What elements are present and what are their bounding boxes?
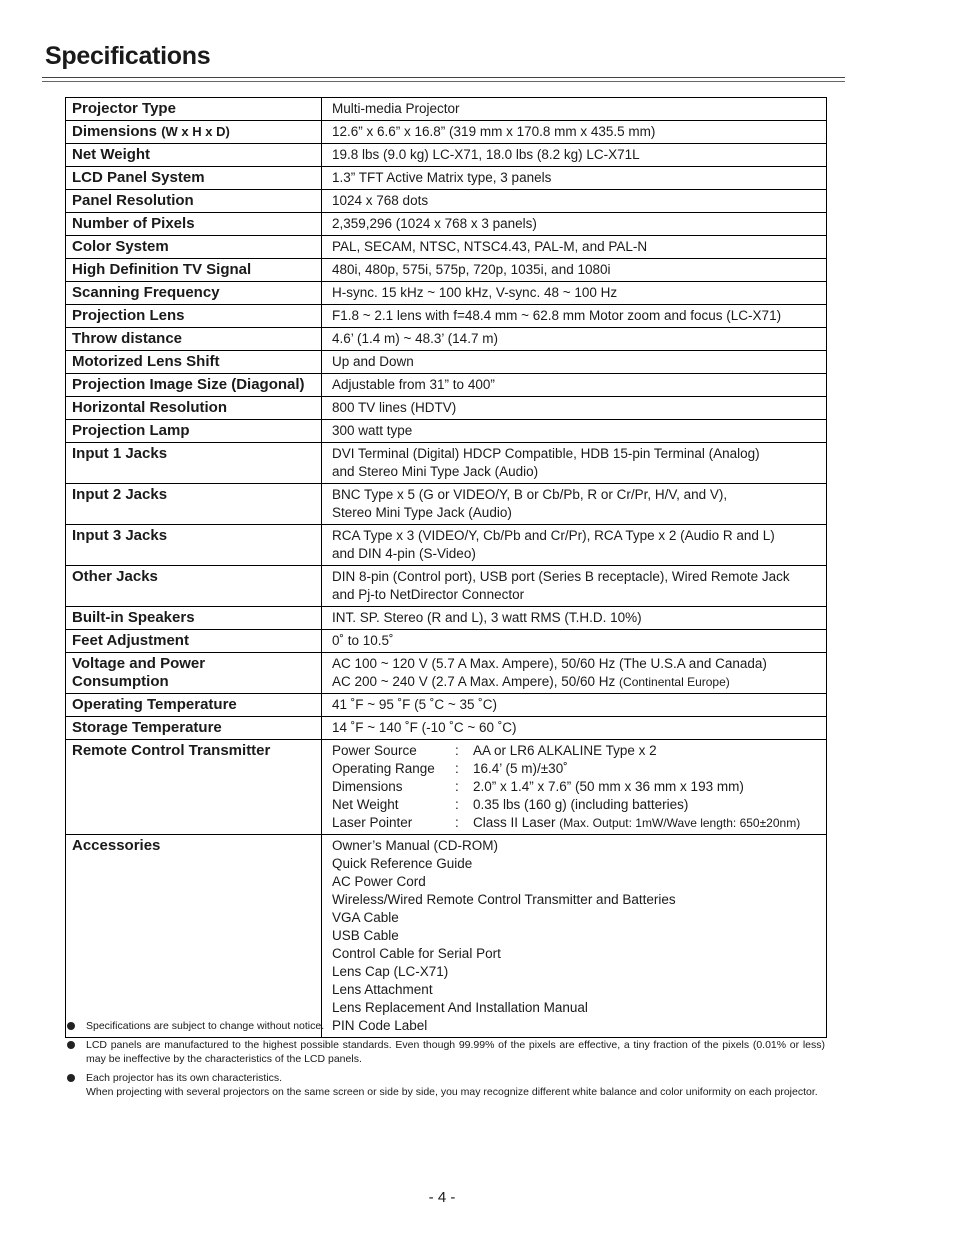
- remote-spec-value: [473, 814, 816, 832]
- spec-value-line: [332, 527, 816, 545]
- spec-value-text: 41 ˚F ~ 95 ˚F (5 ˚C ~ 35 ˚C): [332, 697, 498, 712]
- spec-row: [66, 213, 827, 236]
- spec-row: [66, 525, 827, 566]
- spec-value: [322, 213, 827, 236]
- spec-value-line: [332, 719, 816, 737]
- spec-value: [322, 630, 827, 653]
- spec-label: [66, 740, 322, 835]
- spec-value: [322, 484, 827, 525]
- spec-label: [66, 443, 322, 484]
- spec-label-line: [72, 632, 315, 650]
- remote-spec-value-small: (Max. Output: 1mW/Wave length: 650±20nm): [559, 816, 801, 830]
- remote-spec-line: [332, 814, 816, 832]
- spec-label-text: Projector Type: [72, 100, 176, 117]
- spec-value-text: 1.3” TFT Active Matrix type, 3 panels: [332, 170, 552, 185]
- spec-value-text: PAL, SECAM, NTSC, NTSC4.43, PAL-M, and PAL-N: [332, 239, 648, 254]
- accessory-item: USB Cable: [332, 928, 399, 943]
- spec-row: [66, 121, 827, 144]
- remote-spec-line: [332, 796, 816, 814]
- spec-label: [66, 525, 322, 566]
- spec-value-text: Multi-media Projector: [332, 101, 460, 116]
- spec-label-line: [72, 527, 315, 545]
- spec-value: [322, 420, 827, 443]
- spec-value-text: Stereo Mini Type Jack (Audio): [332, 505, 512, 520]
- title-rule-thick: [42, 77, 845, 78]
- spec-label-line: [72, 353, 315, 371]
- page-title: Specifications: [45, 42, 211, 70]
- spec-row: [66, 190, 827, 213]
- spec-value-line: [332, 261, 816, 279]
- accessory-item: PIN Code Label: [332, 1018, 428, 1033]
- spec-value-text: DIN 8-pin (Control port), USB port (Series B receptacle), Wired Remote Jack: [332, 569, 790, 584]
- spec-row-accessories: [66, 835, 827, 1038]
- spec-value-text: 300 watt type: [332, 423, 413, 438]
- spec-row: [66, 351, 827, 374]
- spec-value: [322, 607, 827, 630]
- spec-label: [66, 167, 322, 190]
- spec-label: [66, 630, 322, 653]
- spec-label-text: Scanning Frequency: [72, 284, 220, 301]
- spec-label-line: [72, 486, 315, 504]
- spec-row: [66, 717, 827, 740]
- spec-label-text: Motorized Lens Shift: [72, 353, 220, 370]
- spec-value-text: 2,359,296 (1024 x 768 x 3 panels): [332, 216, 537, 231]
- remote-spec-name: Operating Range: [332, 761, 435, 776]
- spec-label-text: Projection Image Size (Diagonal): [72, 376, 305, 393]
- spec-value: [322, 835, 827, 1038]
- spec-value-line: [332, 169, 816, 187]
- spec-label-line: [72, 192, 315, 210]
- spec-row: [66, 144, 827, 167]
- spec-value-line: [332, 696, 816, 714]
- spec-label-text: Projection Lens: [72, 307, 185, 324]
- page-number: - 4 -: [428, 1189, 456, 1206]
- remote-spec-value-text: 2.0” x 1.4” x 7.6” (50 mm x 36 mm x 193 mm): [473, 779, 744, 794]
- remote-spec-line: [332, 778, 816, 796]
- remote-spec-value: [473, 742, 816, 760]
- spec-label-line: [72, 376, 315, 394]
- spec-value-line: [332, 238, 816, 256]
- spec-label-text: Throw distance: [72, 330, 183, 347]
- spec-label-line: [72, 609, 315, 627]
- spec-label-text: Net Weight: [72, 146, 151, 163]
- spec-value-text: BNC Type x 5 (G or VIDEO/Y, B or Cb/Pb, R or Cr/Pr, H/V, and V),: [332, 487, 728, 502]
- spec-value-text: H-sync. 15 kHz ~ 100 kHz, V-sync. 48 ~ 100 Hz: [332, 285, 618, 300]
- spec-value-line: [332, 422, 816, 440]
- spec-value-text: 4.6’ (1.4 m) ~ 48.3’ (14.7 m): [332, 331, 498, 346]
- spec-value: [322, 397, 827, 420]
- spec-label-small: (W x H x D): [161, 124, 230, 139]
- spec-value-line: [332, 284, 816, 302]
- spec-value-line: [332, 376, 816, 394]
- spec-value-text: and Pj-to NetDirector Connector: [332, 587, 525, 602]
- spec-value-line: [332, 545, 816, 563]
- spec-value-line: [332, 330, 816, 348]
- spec-label-line: [72, 568, 315, 586]
- spec-value-text: Adjustable from 31” to 400”: [332, 377, 495, 392]
- spec-label-text: Horizontal Resolution: [72, 399, 227, 416]
- spec-label-line: [72, 445, 315, 463]
- spec-value-text: and DIN 4-pin (S-Video): [332, 546, 476, 561]
- remote-spec-value: [473, 760, 816, 778]
- spec-value: [322, 328, 827, 351]
- spec-label: [66, 259, 322, 282]
- notes-list: [67, 1019, 825, 1104]
- spec-row: [66, 607, 827, 630]
- accessory-item: AC Power Cord: [332, 874, 426, 889]
- remote-spec-value-text: Class II Laser: [473, 815, 560, 830]
- spec-value-line: [332, 632, 816, 650]
- spec-value-text: Up and Down: [332, 354, 414, 369]
- accessory-item: Control Cable for Serial Port: [332, 946, 501, 961]
- spec-label: [66, 717, 322, 740]
- spec-label: [66, 305, 322, 328]
- remote-spec-name: Laser Pointer: [332, 815, 413, 830]
- note-item: [67, 1019, 825, 1033]
- spec-label-text: Input 2 Jacks: [72, 486, 168, 503]
- spec-value: [322, 282, 827, 305]
- spec-value-text: RCA Type x 3 (VIDEO/Y, Cb/Pb and Cr/Pr), RCA Type x 2 (Audio R and L): [332, 528, 775, 543]
- spec-label-line: [72, 123, 315, 141]
- spec-value: [322, 144, 827, 167]
- spec-label-line: [72, 696, 315, 714]
- bullet-icon: [67, 1022, 75, 1030]
- spec-label: [66, 144, 322, 167]
- note-text: When projecting with several projectors on the same screen or side by side, you may recognize different white balance and color uniformity on each projector.: [86, 1086, 818, 1098]
- accessory-item: Lens Cap (LC-X71): [332, 964, 449, 979]
- spec-label: [66, 566, 322, 607]
- note-text: Each projector has its own characteristics.: [86, 1072, 283, 1084]
- spec-label: [66, 121, 322, 144]
- spec-label-line: [72, 215, 315, 233]
- spec-value-line: [332, 123, 816, 141]
- spec-row: [66, 566, 827, 607]
- specifications-table-body: [66, 98, 827, 1038]
- spec-row: [66, 630, 827, 653]
- remote-spec-value: [473, 796, 816, 814]
- accessory-item: Wireless/Wired Remote Control Transmitter and Batteries: [332, 892, 676, 907]
- spec-label-line: Voltage and Power: [72, 655, 206, 672]
- spec-row: [66, 259, 827, 282]
- spec-label-text: Input 3 Jacks: [72, 527, 168, 544]
- spec-label-line: [72, 169, 315, 187]
- accessory-item: VGA Cable: [332, 910, 399, 925]
- remote-spec-value-text: 16.4’ (5 m)/±30˚: [473, 761, 568, 776]
- spec-row: [66, 98, 827, 121]
- spec-value-text: AC 200 ~ 240 V (2.7 A Max. Ampere), 50/60 Hz: [332, 674, 620, 689]
- spec-row: [66, 328, 827, 351]
- spec-label: [66, 374, 322, 397]
- accessory-item: Owner’s Manual (CD-ROM): [332, 838, 499, 853]
- spec-value-line: [332, 673, 816, 691]
- spec-value: [322, 98, 827, 121]
- spec-value-line: [332, 504, 816, 522]
- remote-spec-separator: :: [455, 743, 459, 758]
- spec-row: [66, 694, 827, 717]
- spec-value-small: (Continental Europe): [619, 675, 730, 689]
- spec-value-line: [332, 486, 816, 504]
- spec-label-line: [72, 307, 315, 325]
- spec-value: [322, 236, 827, 259]
- spec-row: [66, 420, 827, 443]
- spec-value: [322, 694, 827, 717]
- spec-value-text: 12.6” x 6.6” x 16.8” (319 mm x 170.8 mm x 435.5 mm): [332, 124, 656, 139]
- spec-label: [66, 282, 322, 305]
- spec-label-line: [72, 284, 315, 302]
- spec-value-line: [332, 192, 816, 210]
- spec-label-line: [72, 719, 315, 737]
- spec-value-line: [332, 353, 816, 371]
- spec-row: [66, 374, 827, 397]
- spec-value-text: DVI Terminal (Digital) HDCP Compatible, HDB 15-pin Terminal (Analog): [332, 446, 760, 461]
- spec-label-text: Dimensions: [72, 123, 158, 140]
- remote-spec-name: Net Weight: [332, 797, 399, 812]
- spec-value: [322, 259, 827, 282]
- spec-label-line: [72, 399, 315, 417]
- remote-spec-line: [332, 760, 816, 778]
- spec-label-text: Color System: [72, 238, 169, 255]
- spec-value-line: [332, 215, 816, 233]
- spec-row: [66, 167, 827, 190]
- spec-label-text: Feet Adjustment: [72, 632, 189, 649]
- remote-spec-separator: :: [455, 815, 459, 830]
- spec-value: [322, 717, 827, 740]
- specifications-table: [65, 97, 827, 1038]
- spec-label: [66, 835, 322, 1038]
- title-rule-thin: [42, 81, 845, 82]
- spec-value-line: [332, 100, 816, 118]
- spec-label: [66, 351, 322, 374]
- remote-spec-value-text: 0.35 lbs (160 g) (including batteries): [473, 797, 689, 812]
- spec-value-text: 19.8 lbs (9.0 kg) LC-X71, 18.0 lbs (8.2 kg) LC-X71L: [332, 147, 640, 162]
- spec-value-line: [332, 146, 816, 164]
- spec-value-text: 14 ˚F ~ 140 ˚F (-10 ˚C ~ 60 ˚C): [332, 720, 517, 735]
- spec-value: [322, 305, 827, 328]
- spec-label-text: Operating Temperature: [72, 696, 237, 713]
- spec-label: [66, 653, 322, 694]
- note-item: [67, 1071, 825, 1099]
- accessory-item: Lens Replacement And Installation Manual: [332, 1000, 588, 1015]
- spec-label: [66, 397, 322, 420]
- remote-spec-line: [332, 742, 816, 760]
- spec-row: [66, 484, 827, 525]
- spec-value: [322, 167, 827, 190]
- note-text: LCD panels are manufactured to the highest possible standards. Even though 99.99% of the pixels are effective, a tiny fraction of the pixels (0.01% or less) may be ineffective by the characteristics of the LCD panels.: [86, 1039, 825, 1065]
- spec-label: [66, 236, 322, 259]
- remote-spec-separator: :: [455, 797, 459, 812]
- spec-row: [66, 236, 827, 259]
- spec-value: [322, 740, 827, 835]
- spec-label: [66, 607, 322, 630]
- spec-value: [322, 190, 827, 213]
- spec-label-text: LCD Panel System: [72, 169, 205, 186]
- spec-value-line: [332, 655, 816, 673]
- note-text: Specifications are subject to change without notice.: [86, 1020, 325, 1032]
- spec-value-line: [332, 399, 816, 417]
- spec-value-text: INT. SP. Stereo (R and L), 3 watt RMS (T.H.D. 10%): [332, 610, 642, 625]
- spec-label-text: Built-in Speakers: [72, 609, 195, 626]
- spec-value: [322, 121, 827, 144]
- spec-label: [66, 484, 322, 525]
- spec-label-line: Consumption: [72, 673, 169, 690]
- spec-label: [66, 694, 322, 717]
- spec-label-text: Panel Resolution: [72, 192, 194, 209]
- spec-label: [66, 190, 322, 213]
- spec-row: [66, 443, 827, 484]
- remote-spec-separator: :: [455, 779, 459, 794]
- bullet-icon: [67, 1074, 75, 1082]
- spec-label: [66, 213, 322, 236]
- spec-value-text: 800 TV lines (HDTV): [332, 400, 457, 415]
- spec-value-line: [332, 463, 816, 481]
- spec-label-text: Storage Temperature: [72, 719, 222, 736]
- spec-row-remote-control: [66, 740, 827, 835]
- accessory-item: Quick Reference Guide: [332, 856, 473, 871]
- remote-spec-value: [473, 778, 816, 796]
- spec-row: [66, 653, 827, 694]
- spec-label-line: [72, 146, 315, 164]
- remote-spec-name: Dimensions: [332, 779, 403, 794]
- spec-label: [66, 328, 322, 351]
- spec-label-line: [72, 100, 315, 118]
- spec-value-line: [332, 609, 816, 627]
- spec-value-text: F1.8 ~ 2.1 lens with f=48.4 mm ~ 62.8 mm Motor zoom and focus (LC-X71): [332, 308, 782, 323]
- spec-label-text: High Definition TV Signal: [72, 261, 252, 278]
- spec-value-text: 480i, 480p, 575i, 575p, 720p, 1035i, and 1080i: [332, 262, 611, 277]
- spec-label-text: Projection Lamp: [72, 422, 190, 439]
- remote-spec-value-text: AA or LR6 ALKALINE Type x 2: [473, 743, 657, 758]
- spec-label-text: Remote Control Transmitter: [72, 742, 271, 759]
- accessory-item: Lens Attachment: [332, 982, 433, 997]
- spec-label-line: [72, 330, 315, 348]
- spec-label-text: Input 1 Jacks: [72, 445, 168, 462]
- spec-value-line: [332, 568, 816, 586]
- spec-row: [66, 397, 827, 420]
- spec-label-line: [72, 422, 315, 440]
- bullet-icon: [67, 1041, 75, 1049]
- spec-value-line: [332, 586, 816, 604]
- spec-value: [322, 566, 827, 607]
- spec-value: [322, 374, 827, 397]
- spec-label-text: Number of Pixels: [72, 215, 195, 232]
- spec-value: [322, 525, 827, 566]
- spec-value: [322, 351, 827, 374]
- spec-value-text: 0˚ to 10.5˚: [332, 633, 394, 648]
- spec-value: [322, 653, 827, 694]
- spec-label-line: [72, 238, 315, 256]
- spec-value: [322, 443, 827, 484]
- remote-spec-name: Power Source: [332, 743, 417, 758]
- spec-label-text: Other Jacks: [72, 568, 158, 585]
- remote-spec-separator: :: [455, 761, 459, 776]
- spec-label-text: Accessories: [72, 837, 161, 854]
- spec-label-line: [72, 261, 315, 279]
- spec-value-line: [332, 307, 816, 325]
- spec-value-text: and Stereo Mini Type Jack (Audio): [332, 464, 539, 479]
- spec-value-line: [332, 445, 816, 463]
- spec-value-text: 1024 x 768 dots: [332, 193, 429, 208]
- spec-value-text: AC 100 ~ 120 V (5.7 A Max. Ampere), 50/60 Hz (The U.S.A and Canada): [332, 656, 767, 671]
- spec-row: [66, 282, 827, 305]
- spec-label: [66, 98, 322, 121]
- spec-label: [66, 420, 322, 443]
- note-item: [67, 1038, 825, 1066]
- spec-row: [66, 305, 827, 328]
